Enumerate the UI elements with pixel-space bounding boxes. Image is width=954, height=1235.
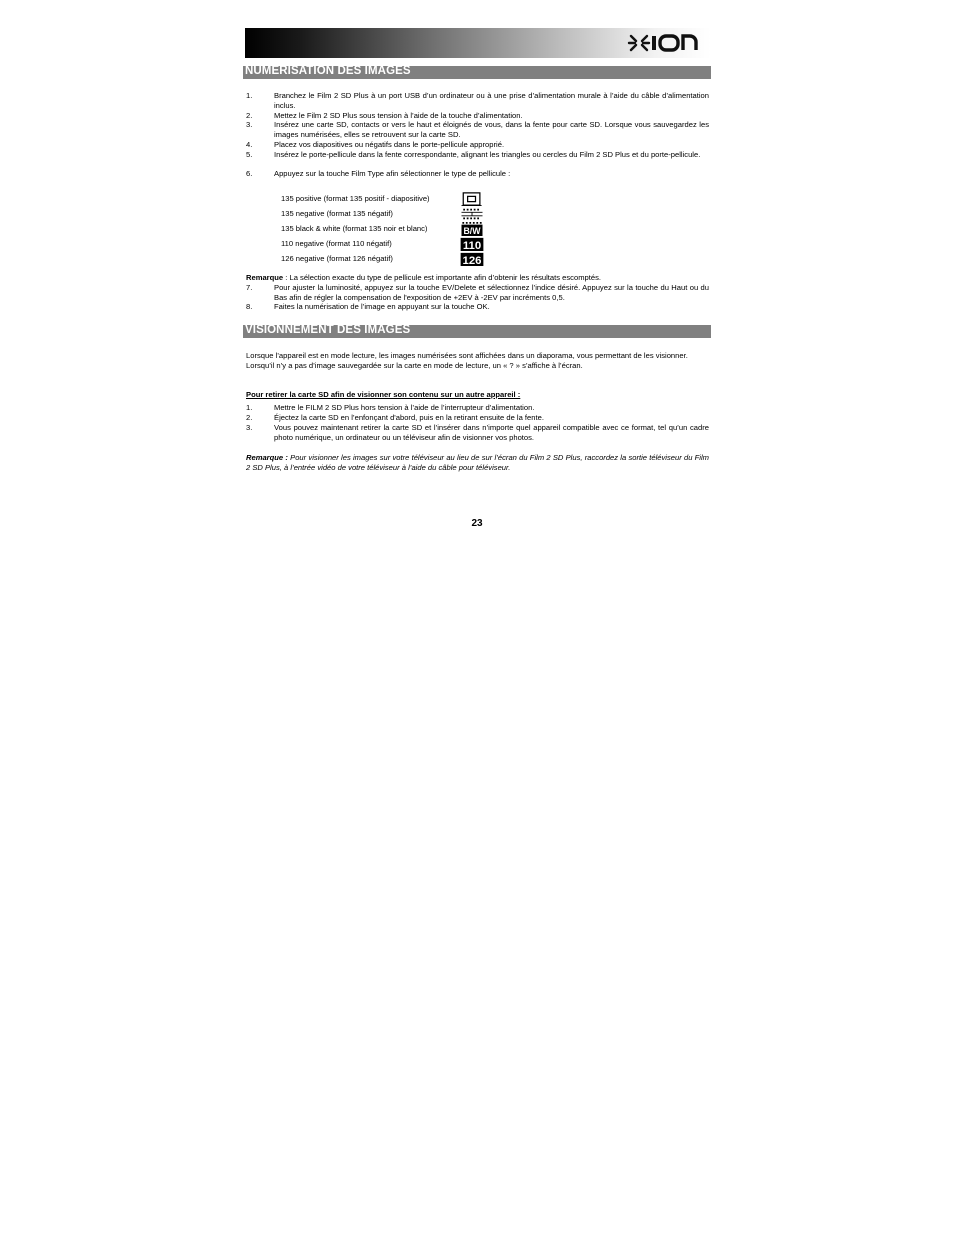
list-item <box>246 140 709 150</box>
film-negative-icon <box>459 207 485 221</box>
list-item <box>246 91 709 111</box>
note-label: Remarque <box>246 273 284 282</box>
film-type-label: 135 positive (format 135 positif - diapositive) <box>281 194 430 203</box>
list-item <box>246 169 709 179</box>
film-110-icon <box>459 237 485 251</box>
list-item <box>246 413 709 423</box>
note-paragraph <box>246 453 709 472</box>
step-text: Insérez le porte-pellicule dans la fente correspondante, alignant les triangles ou cercles du Film 2 SD Plus et du porte-pellicule. <box>274 150 701 159</box>
step-number: 7. <box>246 283 253 292</box>
film-110-icon-text: 110 <box>462 239 482 251</box>
film-type-label: 135 negative (format 135 négatif) <box>281 209 393 218</box>
bw-film-icon <box>459 222 485 236</box>
slide-positive-icon <box>459 192 485 206</box>
intro-line: Lorsqu’il n’y a pas d’image sauvegardée sur la carte en mode de lecture, un « ? » s’affiche à l’écran. <box>246 360 583 370</box>
note-text: : La sélection exacte du type de pellicule est importante afin d’obtenir les résultats escomptés. <box>283 273 601 282</box>
list-item <box>246 283 709 303</box>
bw-film-icon-text: B/W <box>463 225 481 236</box>
step-number: 1. <box>246 91 253 100</box>
section-heading-viewing <box>243 325 711 338</box>
step-number: 3. <box>246 423 253 432</box>
intro-paragraph <box>246 351 709 370</box>
step-text: Branchez le Film 2 SD Plus à un port USB d’un ordinateur ou à une prise d’alimentation murale à l’aide du câble d’alimentation inclus. <box>274 91 709 110</box>
step-number: 5. <box>246 150 253 159</box>
note-text: Pour visionner les images sur votre téléviseur au lieu de sur l’écran du Film 2 SD Plus, raccordez la sortie téléviseur du Film 2 SD Plus, à l’entrée vidéo de votre téléviseur à l’aide du câble pour téléviseur. <box>246 453 710 472</box>
list-item <box>246 423 709 443</box>
list-item <box>246 150 709 170</box>
film-126-icon <box>459 252 485 266</box>
film-type-label: 110 negative (format 110 négatif) <box>281 239 392 248</box>
step-text: Placez vos diapositives ou négatifs dans le porte-pellicule approprié. <box>274 140 505 149</box>
list-item <box>246 403 709 413</box>
section-title: VISIONNEMENT DES IMAGES <box>245 324 411 336</box>
film-type-label: 135 black & white (format 135 noir et blanc) <box>281 224 428 233</box>
step-number: 4. <box>246 140 253 149</box>
ion-logo <box>627 31 703 55</box>
step-text: Vous pouvez maintenant retirer la carte SD et l’insérer dans n’importe quel appareil compatible avec ce format, tel qu’un cadre photo numérique, un ordinateur ou un téléviseur afin de visionner vos photos. <box>274 423 709 442</box>
step-text: Appuyez sur la touche Film Type afin sélectionner le type de pellicule : <box>274 169 511 178</box>
header-gradient-bar <box>245 28 711 58</box>
film-type-label: 126 negative (format 126 négatif) <box>281 254 393 263</box>
step-text: Mettre le FILM 2 SD Plus hors tension à l’aide de l’interrupteur d’alimentation. <box>274 403 535 412</box>
subheading: Pour retirer la carte SD afin de visionner son contenu sur un autre appareil : <box>246 390 521 399</box>
section-title: NUMÉRISATION DES IMAGES <box>245 65 411 77</box>
step-text: Mettez le Film 2 SD Plus sous tension à l’aide de la touche d’alimentation. <box>274 111 523 120</box>
film-126-icon-text: 126 <box>462 254 482 266</box>
intro-line: Lorsque l’appareil est en mode lecture, les images numérisées sont affichées dans un diaporama, vous permettant de les visionner. <box>246 351 688 360</box>
step-text: Pour ajuster la luminosité, appuyez sur la touche EV/Delete et sélectionnez l’indice désiré. Appuyez sur la touche du Haut ou du Bas afin de régler la compensation de l'exposition de +2EV à -2EV par incréments 0,5. <box>274 283 709 302</box>
section-heading-scanning <box>243 66 711 79</box>
step-number: 6. <box>246 169 253 178</box>
step-number: 1. <box>246 403 253 412</box>
step-text: Éjectez la carte SD en l’enfonçant d'abord, puis en la retirant ensuite de la fente. <box>274 413 544 422</box>
step-number: 2. <box>246 413 253 422</box>
note-paragraph <box>246 273 709 283</box>
page-number: 23 <box>471 518 483 529</box>
step-text: Insérez une carte SD, contacts or vers le haut et éloignés de vous, dans la fente pour carte SD. Lorsque vous sauvegardez les images numérisées, elles se retrouvent sur la carte SD. <box>274 120 709 139</box>
list-item <box>246 120 709 140</box>
step-text: Faites la numérisation de l’image en appuyant sur la touche OK. <box>274 302 490 311</box>
list-item <box>246 302 709 312</box>
note-label: Remarque : <box>246 453 288 462</box>
step-number: 2. <box>246 111 253 120</box>
step-number: 3. <box>246 120 253 129</box>
step-number: 8. <box>246 302 253 311</box>
